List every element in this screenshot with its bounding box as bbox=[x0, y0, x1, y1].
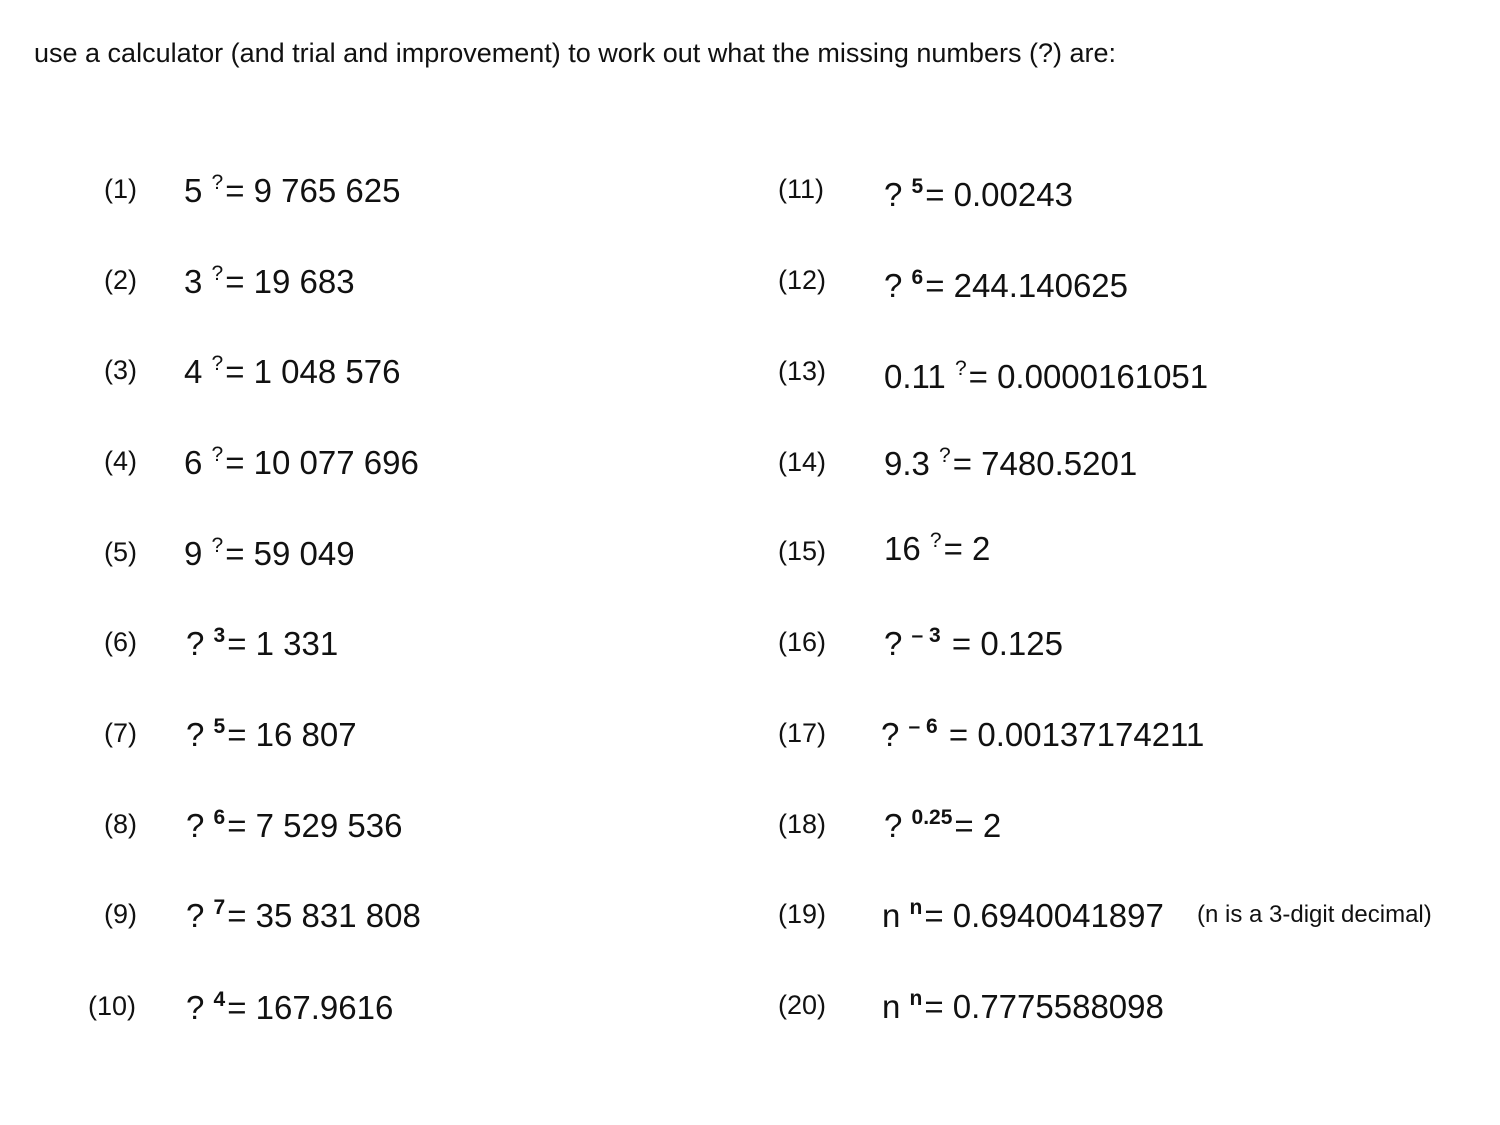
problem-number: (20) bbox=[778, 990, 827, 1020]
problem-20 bbox=[0, 987, 1500, 1030]
right-hand-side: = 2 bbox=[943, 530, 991, 567]
right-hand-side: = 0.7775588098 bbox=[924, 988, 1164, 1025]
right-hand-side: = 167.9616 bbox=[227, 989, 394, 1026]
exponent: n bbox=[909, 896, 923, 919]
base: 5 bbox=[184, 172, 203, 209]
base: ? bbox=[881, 716, 900, 753]
problem-11 bbox=[0, 174, 1500, 214]
exponent: ? bbox=[211, 443, 224, 466]
right-hand-side: = 16 807 bbox=[227, 716, 357, 753]
exponent: ? bbox=[954, 357, 967, 380]
problem-18 bbox=[0, 806, 1500, 849]
exponent: ? bbox=[939, 444, 951, 467]
base: 0.11 bbox=[884, 358, 946, 395]
problem-14 bbox=[0, 444, 1500, 487]
right-hand-side: = 0.00243 bbox=[925, 176, 1073, 213]
problem-16 bbox=[0, 624, 1500, 667]
problem-number: (7) bbox=[104, 718, 137, 748]
exponent: 5 bbox=[213, 715, 226, 738]
equation bbox=[884, 445, 1137, 483]
exponent: ? bbox=[211, 352, 224, 375]
problem-number: (4) bbox=[104, 446, 137, 476]
exponent: 7 bbox=[213, 896, 226, 919]
right-hand-side: = 0.0000161051 bbox=[968, 358, 1209, 395]
problem-number: (2) bbox=[104, 265, 137, 295]
instruction-text: use a calculator (and trial and improvement) to work out what the missing numbers (?) are: bbox=[34, 38, 1116, 68]
exponent: ? bbox=[211, 534, 224, 557]
problem-number: (12) bbox=[778, 265, 827, 295]
equation bbox=[884, 530, 990, 568]
problem-number: (5) bbox=[104, 537, 137, 567]
problem-number: (3) bbox=[104, 355, 137, 385]
right-hand-side: = 0.125 bbox=[942, 625, 1063, 662]
base: 16 bbox=[884, 530, 921, 567]
base: ? bbox=[186, 897, 205, 934]
base: ? bbox=[186, 807, 205, 844]
problem-number: (13) bbox=[778, 356, 827, 386]
exponent: 6 bbox=[213, 806, 226, 829]
right-hand-side: = 244.140625 bbox=[925, 267, 1129, 304]
exponent: 5 bbox=[911, 175, 924, 198]
problem-number: (8) bbox=[104, 809, 137, 839]
base: ? bbox=[884, 807, 903, 844]
right-hand-side: = 0.00137174211 bbox=[939, 716, 1205, 753]
equation bbox=[884, 358, 1208, 396]
base: 6 bbox=[184, 444, 203, 481]
equation bbox=[882, 988, 1164, 1026]
equation bbox=[881, 716, 1204, 754]
problem-number: (15) bbox=[778, 536, 827, 566]
problem-number: (10) bbox=[88, 991, 137, 1021]
base: 3 bbox=[184, 263, 203, 300]
problem-15 bbox=[0, 529, 1500, 576]
problem-12 bbox=[0, 265, 1500, 305]
equation bbox=[882, 897, 1164, 935]
base: ? bbox=[186, 625, 205, 662]
base: 9 bbox=[184, 535, 203, 572]
problem-number: (9) bbox=[104, 899, 137, 929]
problem-number: (19) bbox=[778, 899, 827, 929]
problem-number: (17) bbox=[778, 718, 827, 748]
exponent: 0.25 bbox=[911, 806, 953, 829]
right-hand-side: = 1 331 bbox=[227, 625, 339, 662]
base: n bbox=[882, 988, 901, 1025]
base: ? bbox=[884, 625, 903, 662]
base: ? bbox=[186, 716, 205, 753]
problem-number: (18) bbox=[778, 809, 827, 839]
exponent: 6 bbox=[911, 266, 924, 289]
exponent: – 3 bbox=[911, 624, 941, 647]
problem-number: (11) bbox=[778, 174, 825, 204]
problem-13 bbox=[0, 356, 1500, 396]
problem-number: (1) bbox=[104, 174, 137, 204]
exponent: n bbox=[909, 987, 923, 1010]
right-hand-side: = 7480.5201 bbox=[952, 445, 1138, 482]
exponent: ? bbox=[211, 171, 224, 194]
right-hand-side: = 2 bbox=[954, 807, 1002, 844]
equation bbox=[884, 267, 1128, 305]
right-hand-side: = 0.6940041897 bbox=[924, 897, 1164, 934]
equation bbox=[884, 807, 1001, 845]
base: ? bbox=[186, 989, 205, 1026]
base: 9.3 bbox=[884, 445, 930, 482]
exponent: ? bbox=[929, 529, 942, 552]
equation bbox=[884, 625, 1063, 663]
problem-19-note: (n is a 3-digit decimal) bbox=[1197, 901, 1432, 928]
right-hand-side: = 35 831 808 bbox=[227, 897, 421, 934]
exponent: ? bbox=[211, 262, 224, 285]
right-hand-side: = 10 077 696 bbox=[225, 444, 419, 481]
right-hand-side: = 7 529 536 bbox=[227, 807, 403, 844]
exponent: – 6 bbox=[908, 715, 938, 738]
base: ? bbox=[884, 176, 903, 213]
problem-number: (6) bbox=[104, 627, 137, 657]
base: 4 bbox=[184, 353, 203, 390]
right-hand-side: = 19 683 bbox=[225, 263, 355, 300]
equation bbox=[884, 176, 1073, 214]
problem-number: (14) bbox=[778, 447, 827, 477]
problem-number: (16) bbox=[778, 627, 827, 657]
problem-17 bbox=[0, 715, 1500, 758]
right-hand-side: = 9 765 625 bbox=[225, 172, 401, 209]
base: ? bbox=[884, 267, 903, 304]
base: n bbox=[882, 897, 901, 934]
right-hand-side: = 59 049 bbox=[225, 535, 355, 572]
right-hand-side: = 1 048 576 bbox=[225, 353, 401, 390]
exponent: 3 bbox=[213, 624, 226, 647]
exponent: 4 bbox=[213, 988, 226, 1011]
